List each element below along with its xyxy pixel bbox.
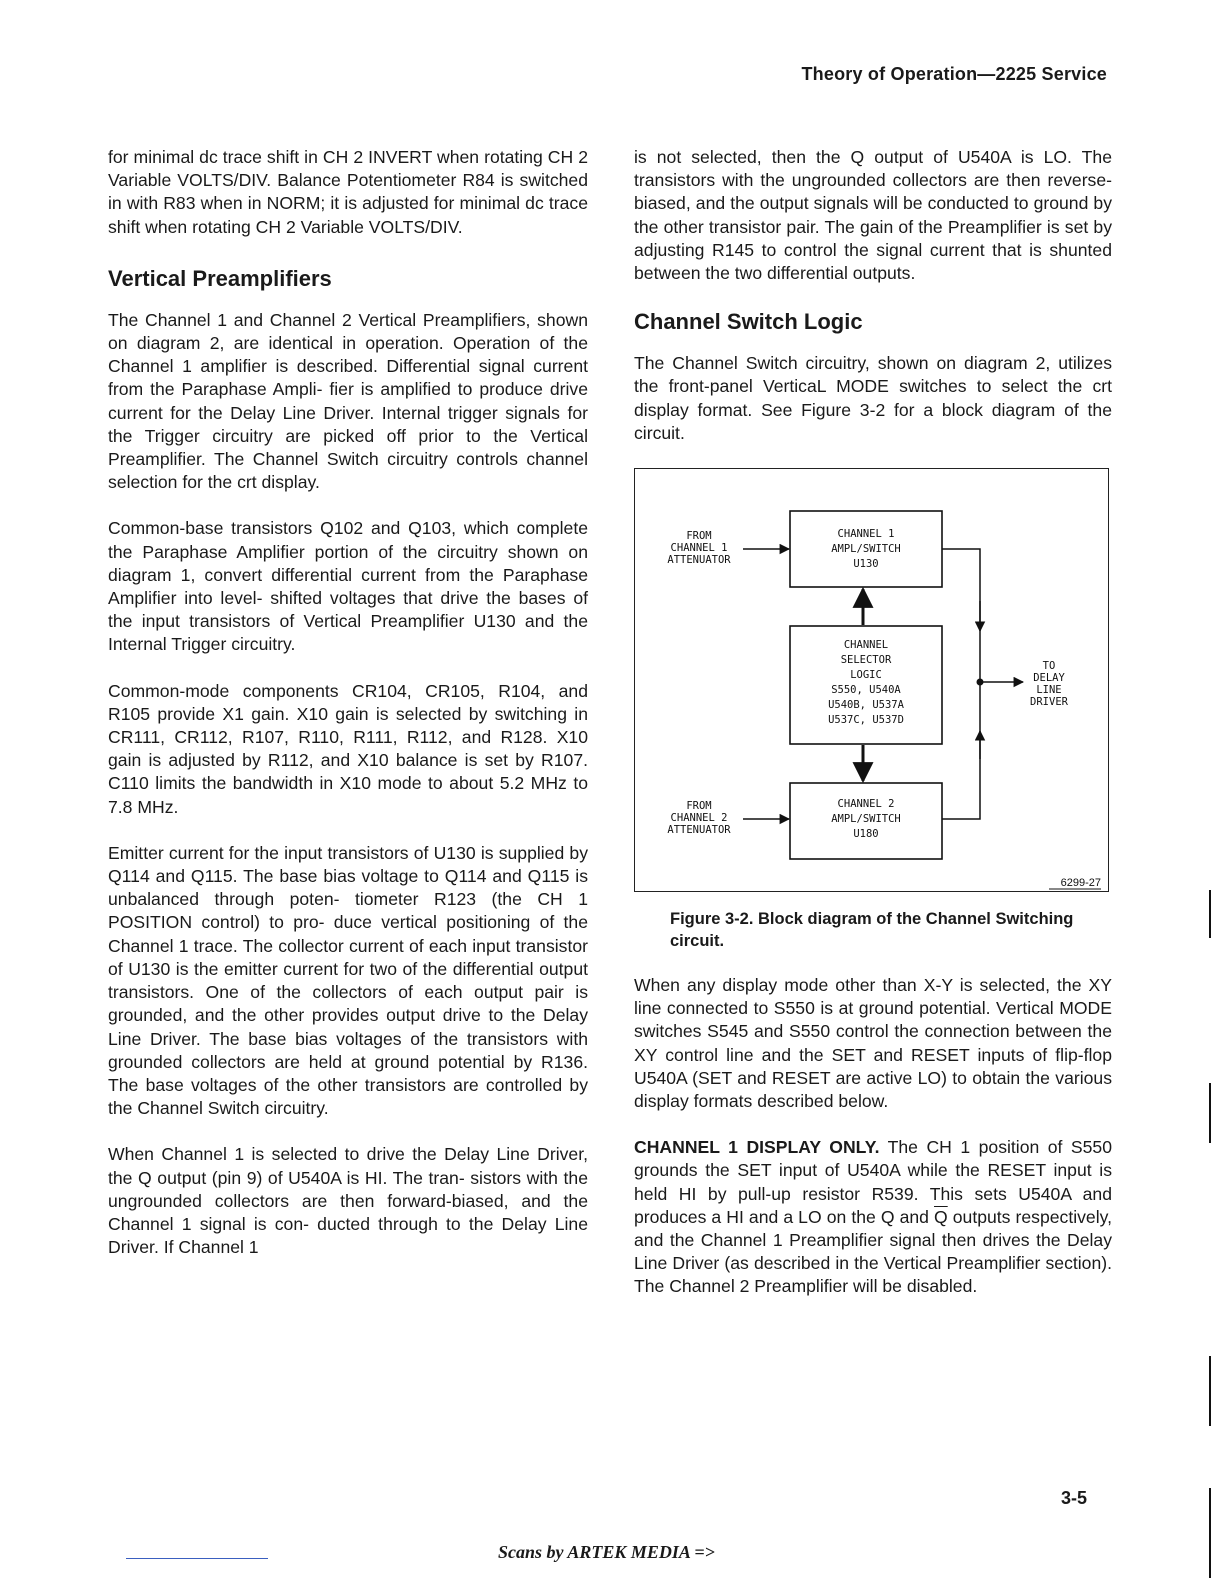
paragraph: The Channel Switch circuitry, shown on diagram 2, utilizes the front-panel VerticaL MODE switches to select the crt display format. See Figure 3-2 for a block diagram of the circuit. [634, 353, 1112, 443]
section-heading-vertical-preamplifiers: Vertical Preamplifiers [108, 265, 332, 291]
q-bar-symbol: $\overline{Q}$ [934, 1206, 948, 1227]
block-diagram-figure [634, 468, 1109, 892]
scan-credit: Scans by ARTEK MEDIA => [498, 1542, 715, 1562]
paragraph: The Channel 1 and Channel 2 Vertical Preamplifiers, shown on diagram 2, are identical in operation. Operation of the Channel 1 amplifier is described. Differential signal current from the Paraphase Ampli- fier is amplified to produce drive current for the Delay Line Driver. Internal trigger signals for the Trigger circuitry are picked off prior to the Vertical Preamplifier. The Channel Switch circuitry controls channel selection for the crt display. [108, 309, 588, 493]
paragraph: When Channel 1 is selected to drive the Delay Line Driver, the Q output (pin 9) of U540A is HI. The tran- sistors with the ungrounded collectors are then forward-biased, and the Channel 1 signal is con- ducted through to the Delay Line Driver. If Channel 1 [108, 1144, 588, 1258]
from-ch1-label-2: CHANNEL 1 [670, 542, 728, 555]
ch1-block-label-2: AMPL/SWITCH [831, 543, 901, 556]
from-ch1-label-3: ATTENUATOR [667, 554, 731, 567]
figure-id: 6299-27 [1060, 877, 1101, 890]
paragraph: When any display mode other than X-Y is selected, the XY line connected to S550 is at ground potential. Vertical MODE switches S545 and S550 control the connection between the XY control line and the SET and RESET inputs of flip-flop U540A (SET and RESET are active LO) to obtain the various display formats described below. [634, 975, 1112, 1112]
scan-mark [1209, 890, 1211, 938]
ch1-block-label-1: CHANNEL 1 [837, 528, 895, 541]
ch2-output-line [942, 682, 980, 819]
paragraph-text: The CH 1 position of S550 grounds the SET input of U540A while the RESET input is held HI by pull-up resistor R539. This sets U540A and produces a HI and a LO on the Q and [634, 1137, 1113, 1227]
from-ch2-label-2: CHANNEL 2 [670, 812, 728, 825]
ch2-block-label-1: CHANNEL 2 [837, 798, 895, 811]
right-column [634, 146, 1112, 1322]
paragraph: Common-mode components CR104, CR105, R104, and R105 provide X1 gain. X10 gain is selected by switching in CR111, CR112, R107, R110, R111, R112, and R128. X10 gain is adjusted by R112, and X10 balance is set by R107. C110 limits the bandwidth in X10 mode to about 5.2 MHz to 7.8 MHz. [108, 680, 588, 817]
output-label-2: DELAY [1033, 672, 1065, 685]
from-ch2-label-1: FROM [686, 800, 712, 813]
selector-label-6: U537C, U537D [828, 714, 904, 727]
selector-label-3: LOGIC [850, 669, 882, 682]
ch2-block-label-2: AMPL/SWITCH [831, 813, 901, 826]
paragraph: Common-base transistors Q102 and Q103, which complete the Paraphase Amplifier portion of the circuitry shown on diagram 1, convert differential current from the Paraphase Amplifier into level- shifted voltages that drive the bases of the input transistors of Vertical Preamplifier U130 and the Internal Trigger circuitry. [108, 518, 588, 655]
selector-label-2: SELECTOR [840, 654, 892, 667]
scan-mark [1209, 1356, 1211, 1426]
runin-heading: CHANNEL 1 DISPLAY ONLY. [634, 1137, 880, 1158]
from-ch2-label-3: ATTENUATOR [667, 824, 731, 837]
output-label-4: DRIVER [1030, 696, 1068, 709]
figure-caption: Figure 3-2. Block diagram of the Channel Switching circuit. [670, 910, 1074, 951]
from-ch1-label-1: FROM [686, 530, 712, 543]
paragraph-channel-1-display-only [634, 1136, 1112, 1298]
paragraph-text: outputs respectively, and the Channel 1 Preamplifier signal then drives the Delay Line Driver (as described in the Vertical Preamplifier section). The Channel 2 Preamplifier will be disabled. [634, 1206, 1113, 1297]
footer-link-underline [126, 1558, 268, 1559]
output-label-3: LINE [1036, 684, 1062, 697]
paragraph: for minimal dc trace shift in CH 2 INVERT when rotating CH 2 Variable VOLTS/DIV. Balance Potentiometer R84 is switched in with R83 when in NORM; it is adjusted for minimal dc trace shift when rotating CH 2 Variable VOLTS/DIV. [108, 147, 588, 237]
ch1-block-label-3: U130 [853, 558, 879, 571]
running-header: Theory of Operation—2225 Service [801, 64, 1107, 84]
page-number: 3-5 [1060, 1488, 1087, 1508]
left-column [108, 146, 588, 1282]
scan-mark [1209, 1488, 1211, 1578]
ch2-block-label-3: U180 [853, 828, 879, 841]
paragraph: Emitter current for the input transistors of U130 is supplied by Q114 and Q115. The base bias voltage to Q114 and Q115 is unbalanced through poten- tiometer R123 (the CH 1 POSITION control) to pro- duce vertical positioning of the Channel 1 trace. The collector current of each input transistor of U130 is the emitter current for two of the differential output transistors. One of the collectors of each output pair is grounded, and the other provides output drive to the Delay Line Driver. The base bias voltages of the transistors with grounded collectors are held at ground potential by R136. The base voltages of the other transistors are controlled by the Channel Switch circuitry. [108, 842, 588, 1119]
output-label-1: TO [1042, 660, 1056, 673]
selector-label-5: U540B, U537A [828, 699, 904, 712]
paragraph: is not selected, then the Q output of U540A is LO. The transistors with the ungrounded collectors are then reverse-biased, and the output signals will be conducted to ground by the other transistor pair. The gain of the Preamplifier is set by adjusting R145 to control the signal current that is shunted between the two differential outputs. [634, 147, 1112, 284]
scan-mark [1209, 1083, 1211, 1143]
selector-label-4: S550, U540A [831, 684, 901, 697]
selector-label-1: CHANNEL [843, 639, 889, 652]
section-heading-channel-switch-logic: Channel Switch Logic [634, 309, 863, 335]
ch1-output-line [942, 549, 980, 682]
